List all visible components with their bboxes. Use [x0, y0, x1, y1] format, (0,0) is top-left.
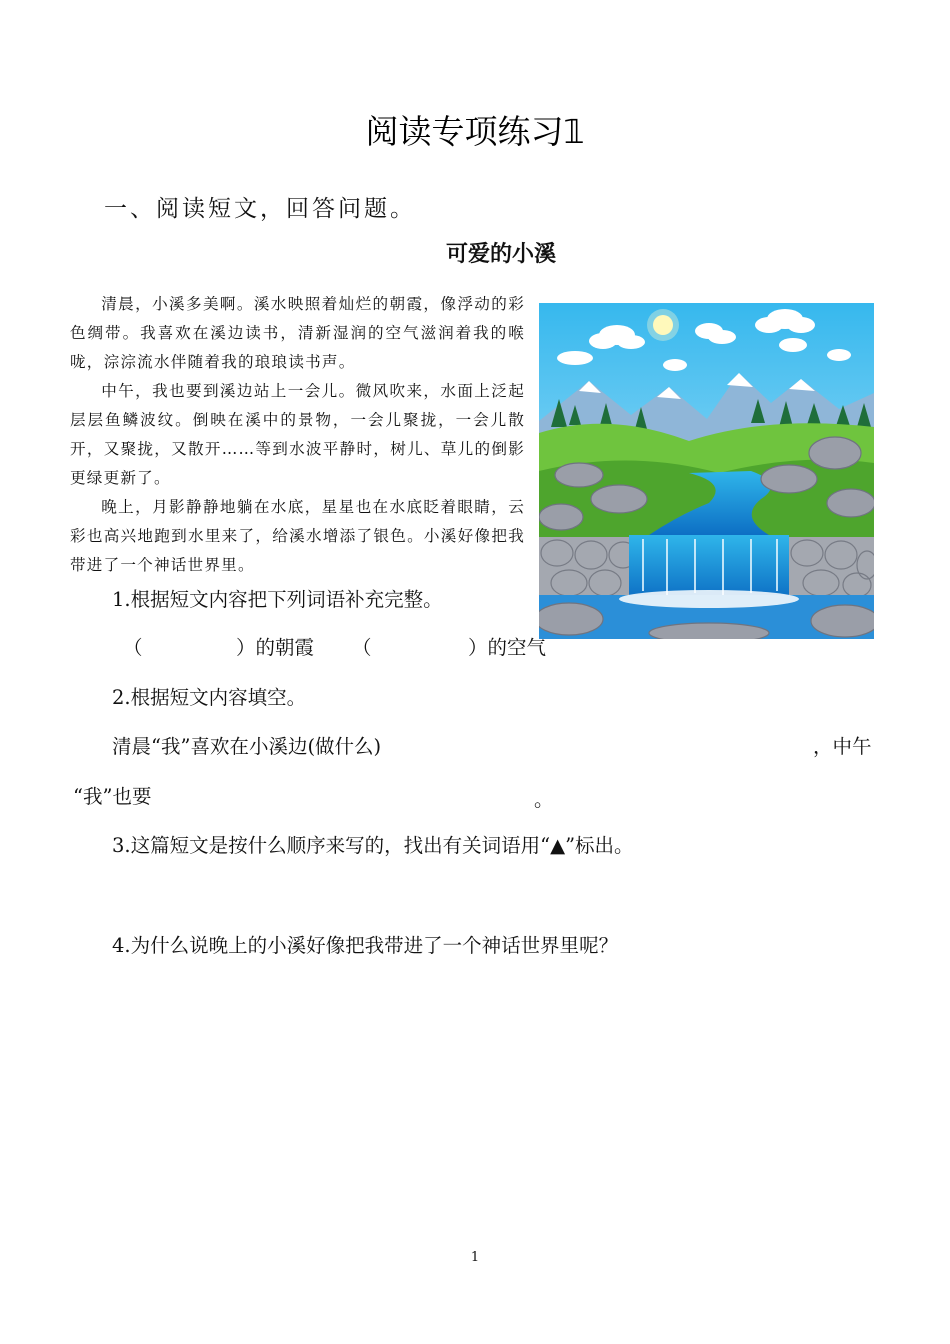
passage-title: 可爱的小溪 [445, 242, 556, 267]
passage-text [70, 290, 525, 580]
question-1-blank-2-open: （ [352, 636, 372, 659]
question-2-line-2-end: 。 [534, 788, 554, 811]
passage-paragraph-morning: 清晨，小溪多美啊。溪水映照着灿烂的朝霞，像浮动的彩色绸带。我喜欢在溪边读书，清新湿润的空气滋润着我的喉咙，淙淙流水伴随着我的琅琅读书声。 [70, 295, 525, 371]
question-2-line-1-end: ，中午 [813, 735, 872, 758]
question-3-prompt: 3.这篇短文是按什么顺序来写的，找出有关词语用“▲”标出。 [112, 834, 634, 857]
stream-illustration [539, 303, 874, 639]
question-2-line-2-start: “我”也要 [73, 785, 152, 808]
question-2-prompt: 2.根据短文内容填空。 [112, 686, 307, 709]
question-2-line-1-start: 清晨“我”喜欢在小溪边(做什么) [112, 735, 382, 758]
page-title: 阅读专项练习𝟙 [365, 112, 585, 151]
page-number: 1 [470, 1250, 480, 1265]
question-1-blank-1-close: ）的朝霞 [236, 636, 315, 659]
section-heading: 一、阅读短文，回答问题。 [104, 196, 416, 222]
passage-paragraph-noon: 中午，我也要到溪边站上一会儿。微风吹来，水面上泛起层层鱼鳞波纹。倒映在溪中的景物，一会儿聚拢，一会儿散开，又聚拢，又散开……等到水波平静时，树儿、草儿的倒影更绿更新了。 [70, 382, 525, 487]
question-4-prompt: 4.为什么说晚上的小溪好像把我带进了一个神话世界里呢？ [112, 934, 619, 957]
question-1-prompt: 1.根据短文内容把下列词语补充完整。 [112, 588, 443, 611]
question-1-blank-2-close: ）的空气 [468, 636, 547, 659]
passage-paragraph-evening: 晚上，月影静静地躺在水底，星星也在水底眨着眼睛，云彩也高兴地跑到水里来了，给溪水增添了银色。小溪好像把我带进了一个神话世界里。 [70, 498, 525, 574]
question-1-blank-1-open: （ [123, 636, 143, 659]
